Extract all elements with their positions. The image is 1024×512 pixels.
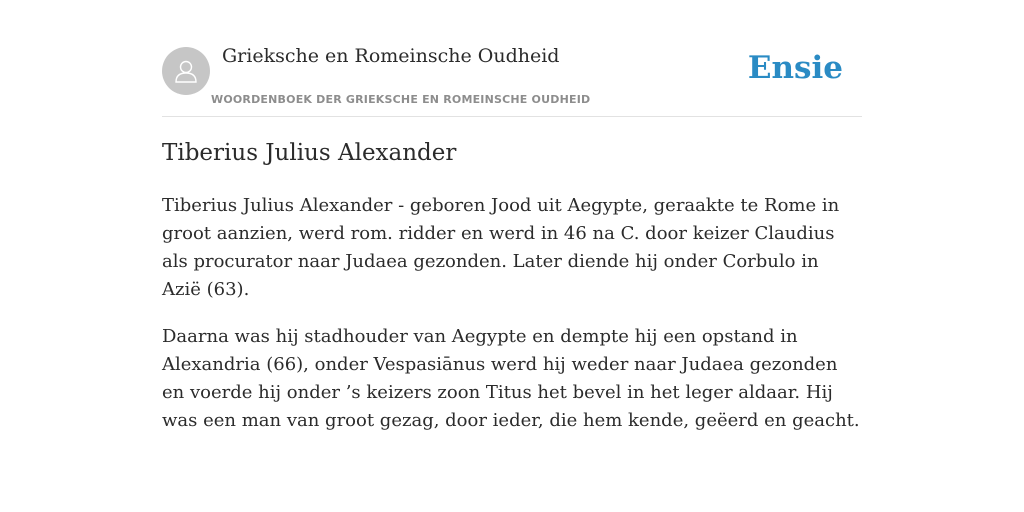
avatar[interactable]	[162, 47, 210, 95]
entry-paragraph: Daarna was hij stadhouder van Aegypte en dempte hij een opstand in Alexandria (66), onder Vespasiānus werd hij weder naar Judaea gezonden en voerde hij onder ’s keizers zoon Titus het bevel in het leger aldaar. Hij was een man van groot gezag, door ieder, die hem kende, geëerd en geacht.	[162, 326, 860, 431]
entry-title: Tiberius Julius Alexander	[162, 140, 457, 166]
entry-card	[162, 0, 862, 431]
source-title-link[interactable]: Grieksche en Romeinsche Oudheid	[222, 45, 560, 67]
source-header	[162, 0, 862, 117]
brand-logo[interactable]: Ensie	[747, 50, 843, 86]
entry-paragraph: Tiberius Julius Alexander - geboren Jood uit Aegypte, geraakte te Rome in groot aanzien, werd rom. ridder en werd in 46 na C. door keizer Claudius als procurator naar Judaea gezonden. Later diende hij onder Corbulo in Azië (63).	[162, 195, 840, 300]
user-icon	[172, 57, 200, 85]
source-subtitle: WOORDENBOEK DER GRIEKSCHE EN ROMEINSCHE OUDHEID	[211, 93, 591, 106]
entry-body	[162, 192, 862, 454]
